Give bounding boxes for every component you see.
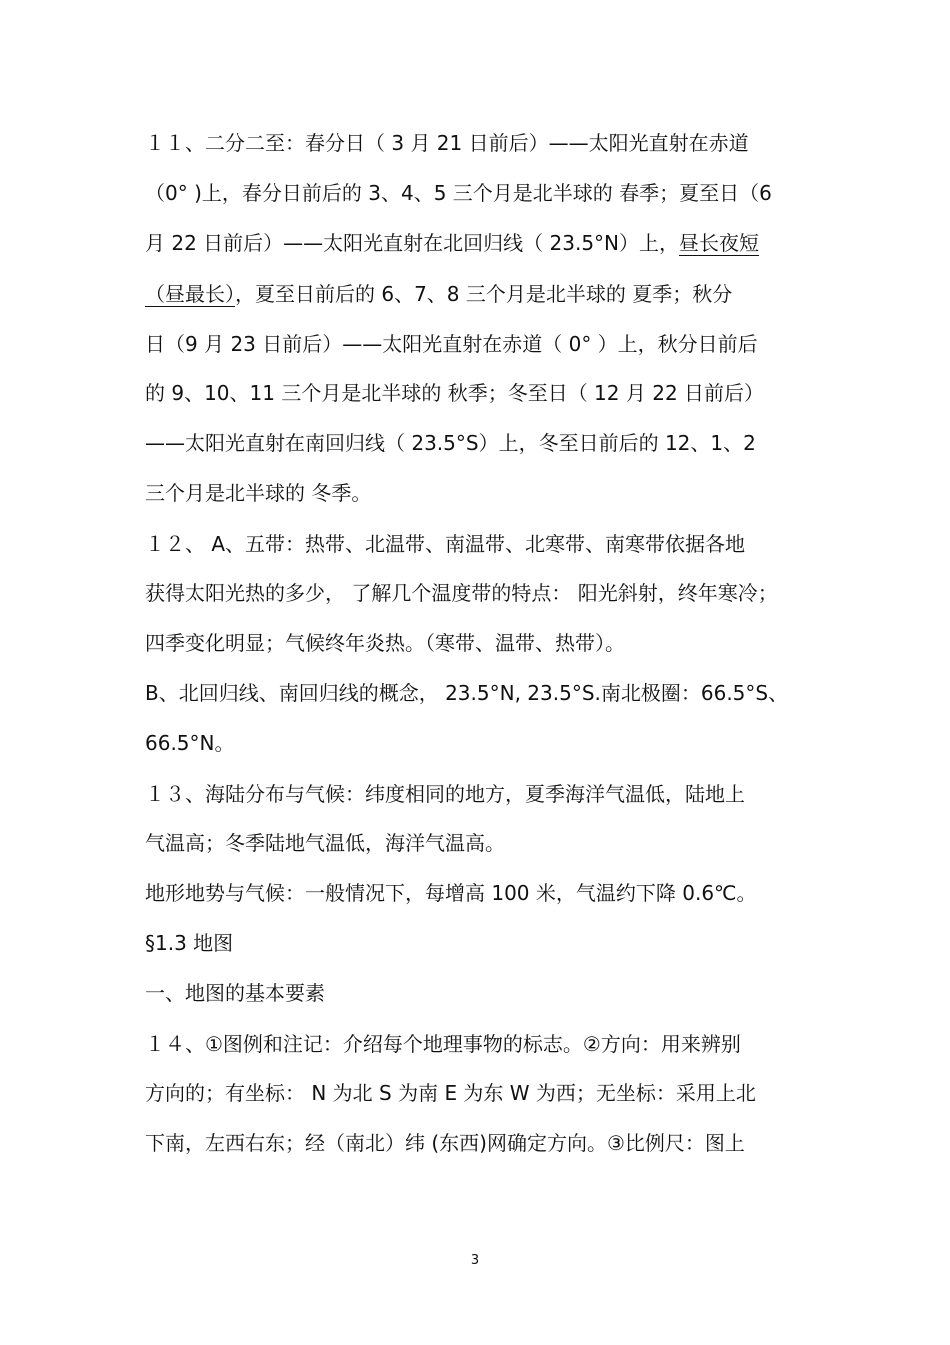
subsection-heading: 一、地图的基本要素	[145, 981, 325, 1005]
text-line: B、北回归线、南回归线的概念， 23.5°N, 23.5°S.南北极圈：66.5°S、	[145, 681, 789, 705]
text-line: 下南，左西右东；经（南北）纬 (东西)网确定方向。③比例尺：图上	[145, 1131, 745, 1155]
text-line	[145, 282, 825, 306]
section-heading: §1.3 地图	[145, 931, 234, 955]
underlined-text: （昼最长）	[145, 282, 235, 306]
text-segment: 月 22 日前后）——太阳光直射在北回归线（ 23.5°N）上，	[145, 231, 680, 255]
text-line: 方向的；有坐标： N 为北 S 为南 E 为东 W 为西；无坐标：采用上北	[145, 1081, 756, 1105]
text-line: 地形地势与气候：一般情况下，每增高 100 米，气温约下降 0.6℃。	[145, 881, 757, 905]
underlined-text: 昼长夜短	[679, 231, 760, 255]
text-line: 获得太阳光热的多少， 了解几个温度带的特点： 阳光斜射，终年寒冷；	[145, 581, 778, 605]
text-line: 的 9、10、11 三个月是北半球的 秋季；冬至日（ 12 月 22 日前后）	[145, 381, 765, 405]
text-segment: ，夏至日前后的 6、7、8 三个月是北半球的 夏季；秋分	[235, 282, 733, 306]
text-line: １２、 A、五带：热带、北温带、南温带、北寒带、南寒带依据各地	[145, 532, 746, 556]
text-line: １４、①图例和注记：介绍每个地理事物的标志。②方向：用来辨别	[145, 1032, 741, 1056]
text-line: 三个月是北半球的 冬季。	[145, 481, 372, 505]
page-number: 3	[470, 1253, 480, 1268]
text-line	[145, 231, 825, 255]
text-line: （0° )上，春分日前后的 3、4、5 三个月是北半球的 春季；夏至日（6	[145, 181, 772, 205]
text-line: １１、二分二至：春分日（ 3 月 21 日前后）——太阳光直射在赤道	[145, 131, 749, 155]
text-line: 日（9 月 23 日前后）——太阳光直射在赤道（ 0° ）上，秋分日前后	[145, 332, 758, 356]
text-line: 66.5°N。	[145, 731, 235, 755]
text-line: 四季变化明显；气候终年炎热。（寒带、温带、热带）。	[145, 631, 625, 655]
text-line: 气温高；冬季陆地气温低，海洋气温高。	[145, 831, 505, 855]
text-line: １３、海陆分布与气候：纬度相同的地方，夏季海洋气温低，陆地上	[145, 782, 745, 806]
text-line: ——太阳光直射在南回归线（ 23.5°S）上，冬至日前后的 12、1、2	[145, 431, 756, 455]
